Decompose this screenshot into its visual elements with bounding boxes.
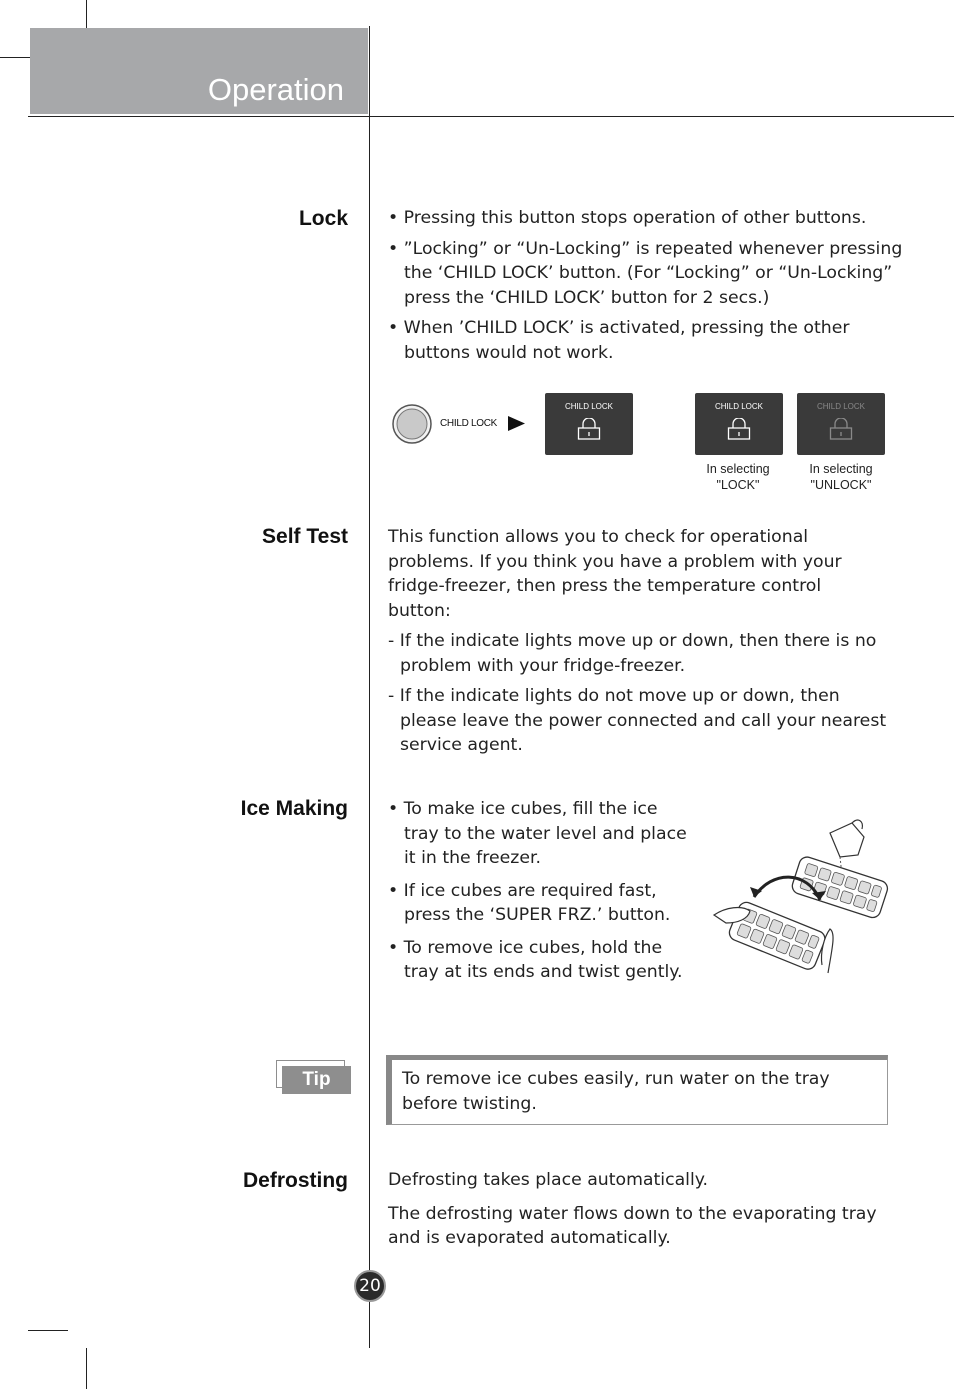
child-lock-panel — [545, 393, 633, 455]
section-heading-self-test: Self Test — [262, 525, 348, 548]
caption-lock — [688, 461, 788, 493]
header-rule — [28, 116, 954, 117]
list-item: • When ’CHILD LOCK’ is activated, pressing the other buttons would not work. — [388, 318, 850, 363]
paragraph: Defrosting takes place automatically. — [388, 1170, 709, 1190]
panel-label: CHILD LOCK — [564, 402, 613, 411]
list-item: - If the indicate lights do not move up or down, then please leave the power connected and call your nearest service agent. — [388, 686, 887, 755]
crop-mark — [86, 1348, 87, 1389]
lock-icon — [727, 418, 751, 440]
column-divider — [369, 26, 370, 1348]
page-number: 20 — [354, 1270, 386, 1302]
paragraph: The defrosting water flows down to the evaporating tray and is evaporated automatically. — [388, 1203, 877, 1248]
section-heading-defrosting: Defrosting — [243, 1169, 348, 1192]
header-banner — [30, 28, 368, 114]
child-lock-button-icon — [391, 403, 433, 445]
caption-line: In selecting — [706, 462, 770, 476]
section-heading-ice-making: Ice Making — [240, 797, 348, 820]
tip-text: To remove ice cubes easily, run water on the tray before twisting. — [402, 1069, 830, 1114]
crop-mark — [86, 0, 87, 28]
paragraph: This function allows you to check for operational problems. If you think you have a problem with your fridge-freezer, then press the temperature control button: — [388, 527, 842, 621]
caption-line: "LOCK" — [716, 478, 760, 492]
child-lock-panel-unlocked — [797, 393, 885, 455]
crop-mark — [28, 1330, 68, 1331]
child-lock-button-label: CHILD LOCK — [440, 418, 498, 429]
panel-label: CHILD LOCK — [816, 402, 865, 411]
list-item: • ”Locking” or “Un-Locking” is repeated whenever pressing the ‘CHILD LOCK’ button. (For “Locking” or “Un-Locking” press the ‘CHILD LOCK’ button for 2 secs.) — [388, 238, 903, 308]
lock-body — [388, 206, 908, 371]
list-item: - If the indicate lights move up or down, then there is no problem with your fridge-freezer. — [388, 631, 877, 676]
page-title: Operation — [207, 72, 344, 107]
lock-icon-dim — [829, 418, 853, 440]
lock-icon — [577, 418, 601, 440]
list-item: • If ice cubes are required fast, press the ‘SUPER FRZ.’ button. — [388, 880, 671, 925]
list-item: • To remove ice cubes, hold the tray at its ends and twist gently. — [388, 937, 683, 982]
list-item: • Pressing this button stops operation of other buttons. — [388, 208, 867, 228]
caption-line: In selecting — [809, 462, 873, 476]
child-lock-panel-locked — [695, 393, 783, 455]
tip-badge: Tip — [282, 1066, 351, 1094]
arrow-right-icon — [508, 416, 526, 431]
defrosting-body — [388, 1168, 893, 1257]
ice-making-body — [388, 797, 693, 991]
caption-unlock — [791, 461, 891, 493]
ice-tray-illustration — [712, 815, 902, 980]
section-heading-lock: Lock — [298, 207, 348, 230]
caption-line: "UNLOCK" — [810, 478, 872, 492]
panel-label: CHILD LOCK — [714, 402, 763, 411]
self-test-body — [388, 525, 888, 764]
list-item: • To make ice cubes, fill the ice tray to the water level and place it in the freezer. — [388, 799, 687, 868]
